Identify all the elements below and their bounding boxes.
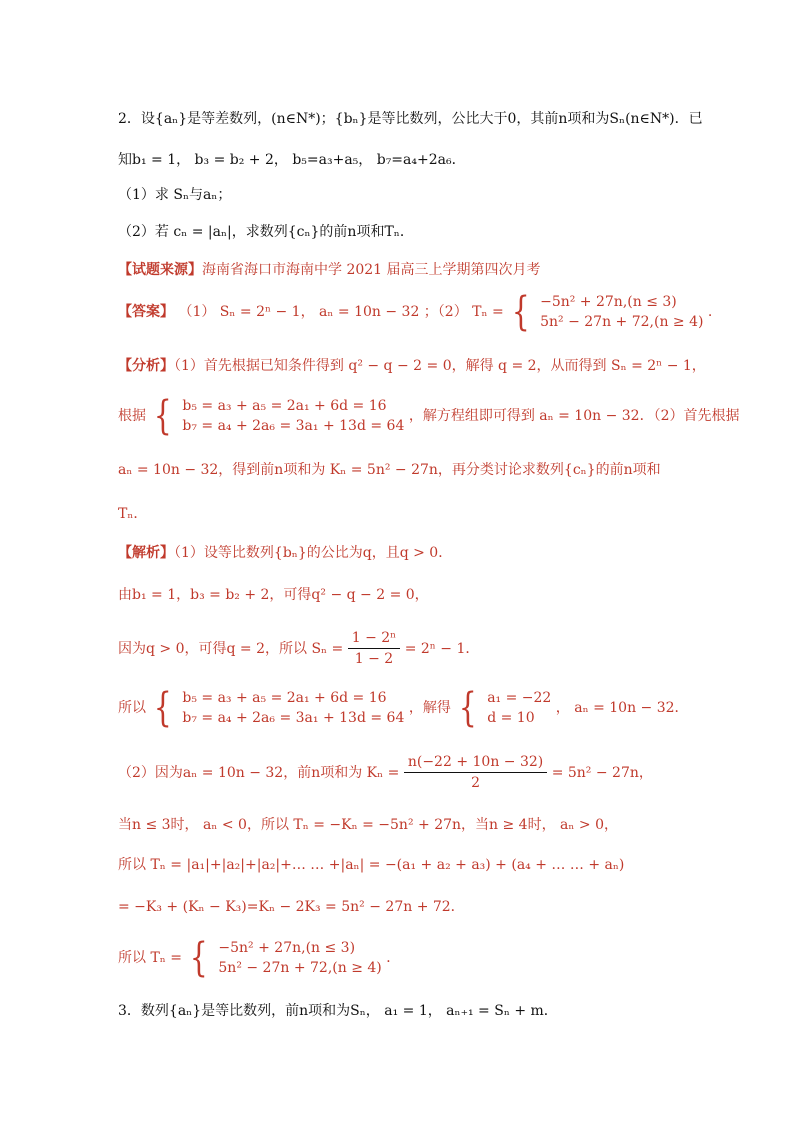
answer-cases	[540, 292, 703, 332]
solution-line4-mid: ，解得	[408, 700, 451, 716]
q3-line1: 3．数列{aₙ}是等比数列，前n项和为Sₙ， a₁ = 1， aₙ₊₁ = Sₙ + m．	[118, 1003, 558, 1019]
answer-part1: （1） Sₙ = 2ⁿ − 1， aₙ = 10n − 32 ；（2） Tₙ =	[178, 304, 504, 320]
fraction-numerator: 1 − 2ⁿ	[348, 628, 401, 649]
solution-line9-pre: 所以 Tₙ =	[118, 950, 183, 966]
answer-line	[118, 289, 713, 335]
left-brace-icon: {	[154, 393, 173, 439]
solution-label: 【解析】	[118, 545, 174, 561]
solution-line9-post: ．	[386, 950, 401, 966]
source-line	[118, 263, 541, 277]
solution-line4-post: ， aₙ = 10n − 32．	[555, 700, 689, 716]
analysis-sys2: b₇ = a₄ + 2a₆ = 3a₁ + 13d = 64	[182, 418, 405, 434]
solution-case1: −5n² + 27n,(n ≤ 3)	[218, 940, 356, 956]
solution-result	[487, 688, 551, 728]
analysis-line2-post: ，解方程组即可得到 aₙ = 10n − 32．（2）首先根据	[408, 408, 740, 424]
solution-sol1: a₁ = −22	[487, 690, 552, 706]
left-brace-icon: {	[459, 685, 477, 731]
analysis-label: 【分析】	[118, 358, 174, 374]
analysis-line4: Tₙ．	[118, 506, 148, 522]
q2-part1: （1）求 Sₙ与aₙ；	[118, 187, 232, 203]
answer-end: .	[707, 304, 713, 320]
source-label: 【试题来源】	[118, 262, 202, 278]
solution-line5-pre: （2）因为aₙ = 10n − 32，前n项和为 Kₙ =	[118, 764, 400, 781]
q2-line1: 2．设{aₙ}是等差数列，(n∈N*)；{bₙ}是等比数列，公比大于0，其前n项和为Sₙ(n∈N*)．已	[118, 111, 703, 127]
solution-case2: 5n² − 27n + 72,(n ≥ 4)	[218, 960, 382, 976]
solution-line8: = −K₃ + (Kₙ − K₃)=Kₙ − 2K₃ = 5n² − 27n + 72．	[118, 899, 465, 915]
solution-line4	[118, 685, 689, 731]
solution-system	[182, 688, 404, 728]
solution-line4-pre: 所以	[118, 700, 146, 716]
solution-line3	[118, 628, 479, 669]
analysis-sys1: b₅ = a₃ + a₅ = 2a₁ + 6d = 16	[182, 398, 387, 414]
source-text: 海南省海口市海南中学 2021 届高三上学期第四次月考	[202, 262, 541, 278]
fraction-numerator: n(−22 + 10n − 32)	[404, 752, 547, 773]
solution-sys1: b₅ = a₃ + a₅ = 2a₁ + 6d = 16	[182, 690, 387, 706]
answer-case1: −5n² + 27n,(n ≤ 3)	[540, 294, 677, 310]
fraction-denominator: 2	[471, 775, 480, 791]
analysis-system	[182, 396, 404, 436]
q2-part2: （2）若 cₙ = |aₙ|，求数列{cₙ}的前n项和Tₙ．	[118, 224, 414, 240]
fraction-sn	[348, 628, 401, 669]
solution-sol2: d = 10	[487, 710, 535, 726]
analysis-line2	[118, 393, 740, 439]
answer-label: 【答案】	[118, 304, 174, 320]
solution-line3-post: = 2ⁿ − 1．	[404, 640, 480, 657]
q2-line2: 知b₁ = 1， b₃ = b₂ + 2， b₅=a₃+a₅， b₇=a₄+2a₆．	[118, 152, 466, 168]
solution-sys2: b₇ = a₄ + 2a₆ = 3a₁ + 13d = 64	[182, 710, 405, 726]
solution-line7: 所以 Tₙ = |a₁|+|a₂|+|a₂|+… … +|aₙ| = −(a₁ + a₂ + a₃) + (a₄ + … … + aₙ)	[118, 857, 625, 873]
solution-line5-post: = 5n² − 27n，	[551, 764, 653, 781]
solution-text1: （1）设等比数列{bₙ}的公比为q，且q > 0．	[174, 545, 453, 561]
fraction-denominator: 1 − 2	[354, 651, 394, 667]
analysis-line1	[118, 359, 706, 373]
solution-line9	[118, 935, 401, 981]
analysis-text1: （1）首先根据已知条件得到 q² − q − 2 = 0，解得 q = 2，从而得到 Sₙ = 2ⁿ − 1，	[174, 358, 706, 374]
analysis-line2-pre: 根据	[118, 408, 146, 424]
solution-line5	[118, 752, 653, 793]
solution-line2: 由b₁ = 1，b₃ = b₂ + 2，可得q² − q − 2 = 0，	[118, 587, 429, 603]
left-brace-icon: {	[190, 935, 209, 981]
solution-line6: 当n ≤ 3时， aₙ < 0，所以 Tₙ = −Kₙ = −5n² + 27n，当n ≥ 4时， aₙ > 0，	[118, 817, 618, 833]
left-brace-icon: {	[512, 289, 530, 335]
solution-line1	[118, 546, 452, 560]
solution-cases	[218, 938, 381, 978]
left-brace-icon: {	[154, 685, 173, 731]
answer-case2: 5n² − 27n + 72,(n ≥ 4)	[540, 314, 704, 330]
fraction-kn	[404, 752, 547, 793]
solution-line3-pre: 因为q > 0，可得q = 2，所以 Sₙ =	[118, 640, 344, 657]
analysis-line3: aₙ = 10n − 32，得到前n项和为 Kₙ = 5n² − 27n，再分类讨论求数列{cₙ}的前n项和	[118, 462, 661, 478]
